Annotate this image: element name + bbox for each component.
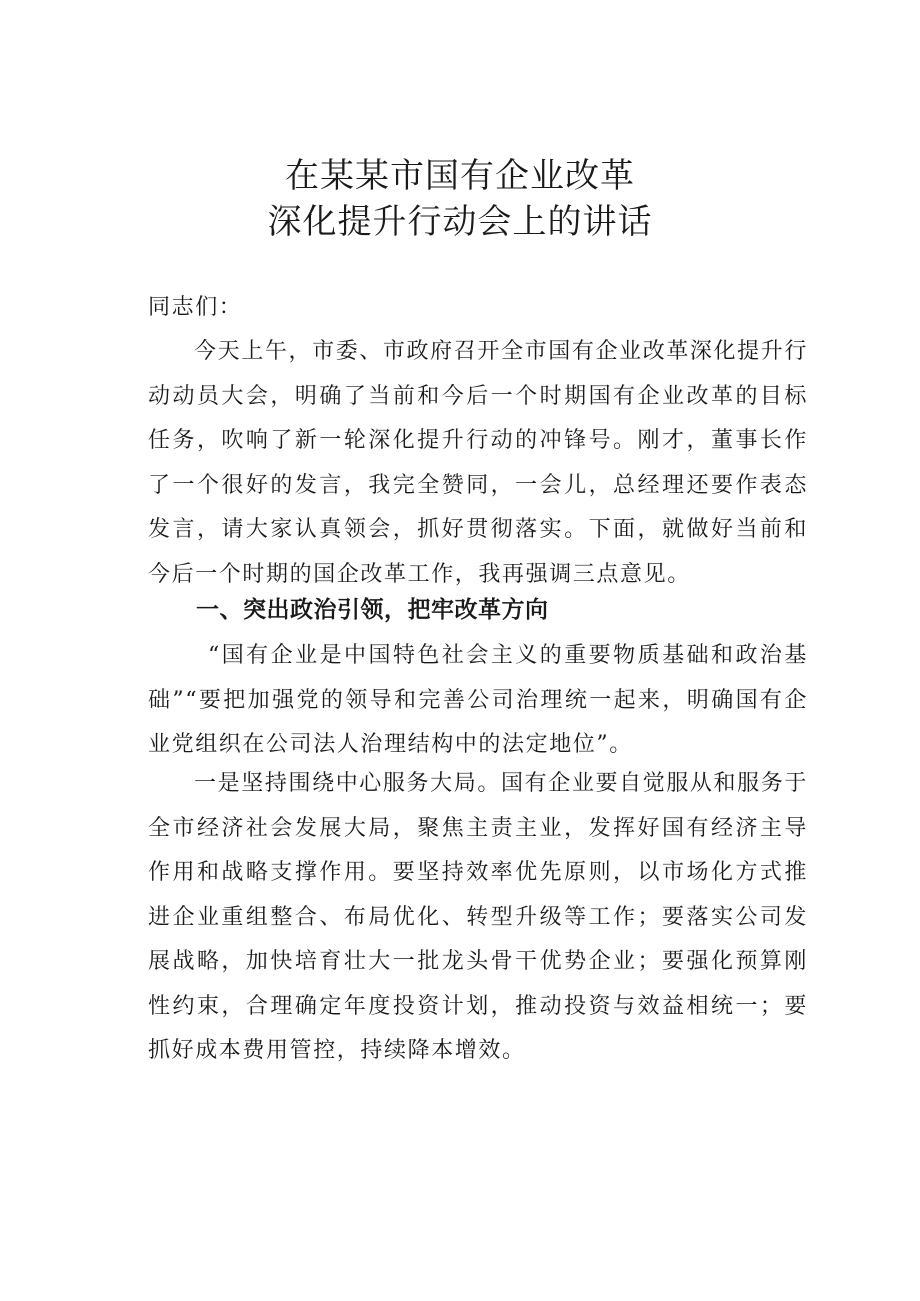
paragraph-point-1: 一是坚持围绕中心服务大局。国有企业要自觉服从和服务于全市经济社会发展大局，聚焦主责主业，发挥好国有经济主导作用和战略支撑作用。要坚持效率优先原则，以市场化方式推进企业重组整合、布局优化、转型升级等工作；要落实公司发展战略，加快培育壮大一批龙头骨干优势企业；要强化预算刚性约束，合理确定年度投资计划，推动投资与效益相统一；要抓好成本费用管控，持续降本增效。 [148,771,808,1063]
section-heading-1: 一、突出政治引领，把牢改革方向 [196,597,549,623]
salutation: 同志们： [148,295,243,320]
paragraph-quote: “国有企业是中国特色社会主义的重要物质基础和政治基础”“要把加强党的领导和完善公司治理统一起来，明确国有企业党组织在公司法人治理结构中的法定地位”。 [148,643,808,757]
document-title-line-1: 在某某市国有企业改革 [285,156,635,196]
document-title-line-2: 深化提升行动会上的讲话 [267,202,653,242]
paragraph-intro: 今天上午，市委、市政府召开全市国有企业改革深化提升行动动员大会，明确了当前和今后一个时期国有企业改革的目标任务，吹响了新一轮深化提升行动的冲锋号。刚才，董事长作了一个很好的发言，我完全赞同，一会儿，总经理还要作表态发言，请大家认真领会，抓好贯彻落实。下面，就做好当前和今后一个时期的国企改革工作，我再强调三点意见。 [148,339,808,587]
